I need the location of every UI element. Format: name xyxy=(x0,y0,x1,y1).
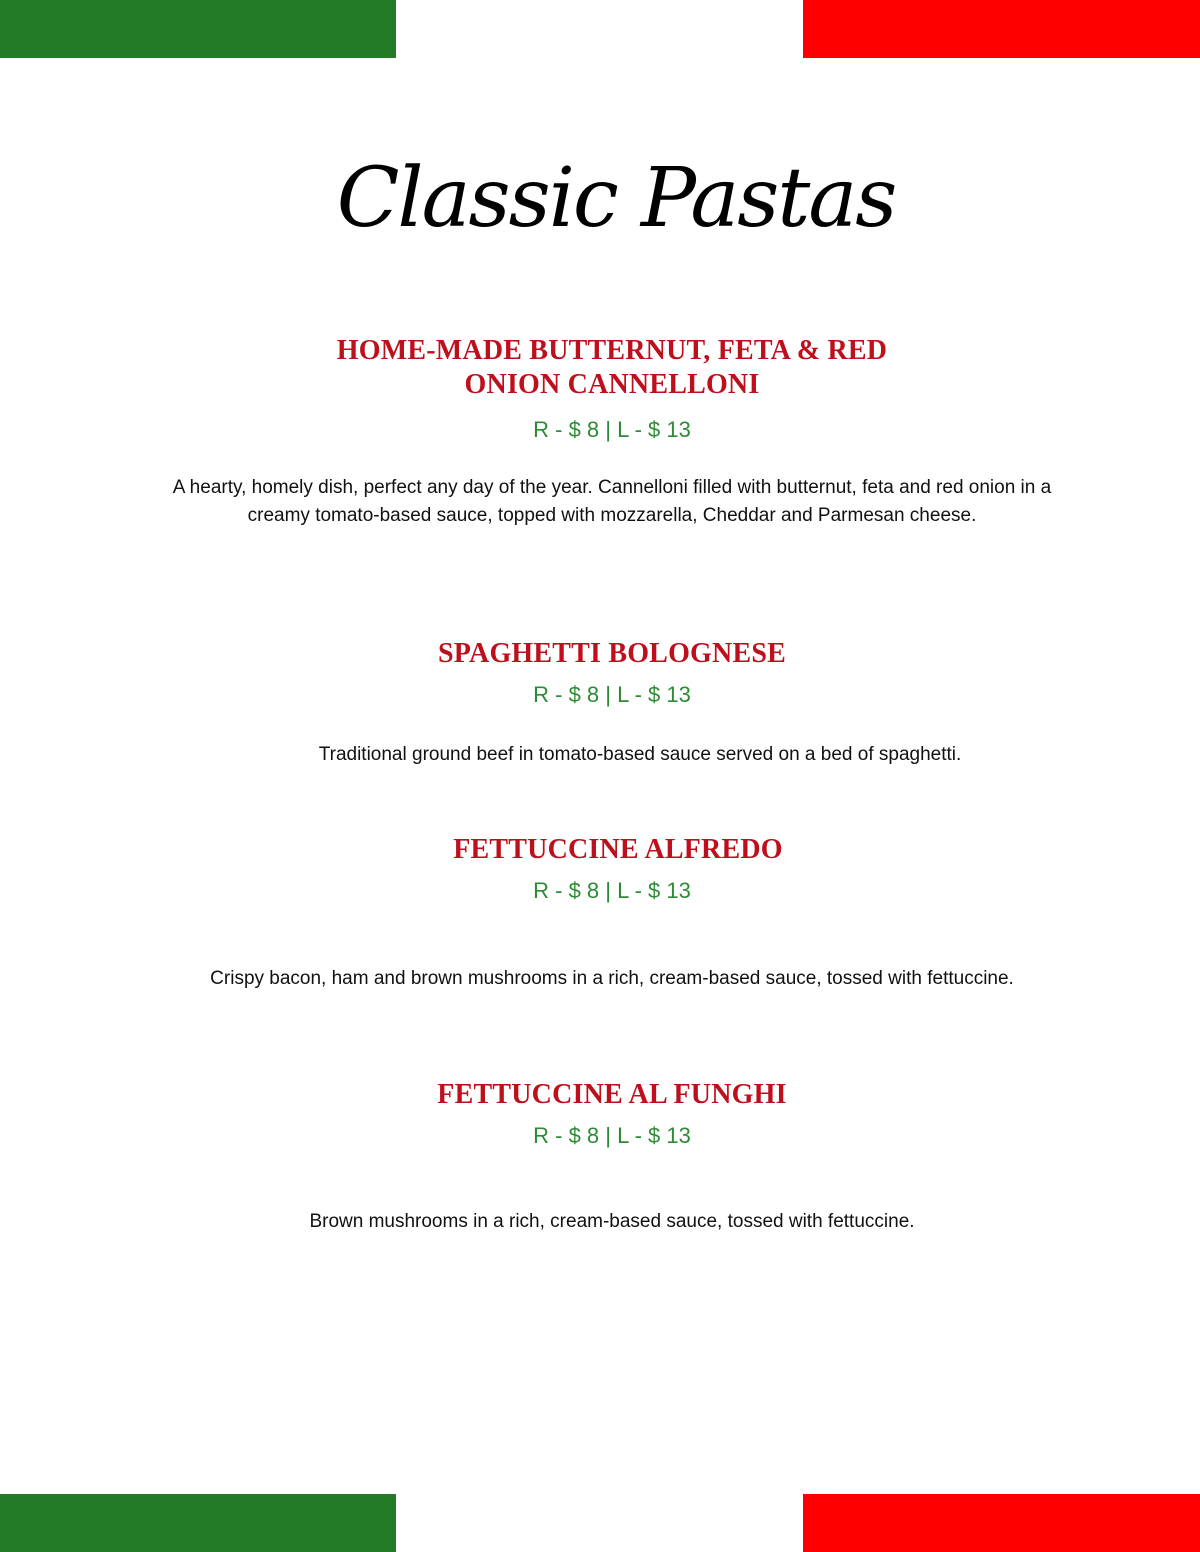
menu-item-name: SPAGHETTI BOLOGNESE xyxy=(438,638,786,669)
menu-item-description: Crispy bacon, ham and brown mushrooms in a rich, cream-based sauce, tossed with fettuccine. xyxy=(210,968,1014,989)
menu-item-description: A hearty, homely dish, perfect any day of the year. Cannelloni filled with butternut, feta and red onion in a creamy tomato-based sauce, topped with mozzarella, Cheddar and Parmesan cheese. xyxy=(172,477,1052,526)
menu-item-name-line2: ONION CANNELLONI xyxy=(464,369,760,400)
menu-item-name xyxy=(0,334,1200,402)
menu-item-description: Traditional ground beef in tomato-based sauce served on a bed of spaghetti. xyxy=(318,744,962,765)
page-title: Classic Pastas xyxy=(336,151,896,246)
bottom-right-red-bar xyxy=(803,1494,1200,1552)
menu-item-price: R - $ 8 | L - $ 13 xyxy=(533,1123,691,1148)
menu-item-price: R - $ 8 | L - $ 13 xyxy=(533,417,691,442)
top-right-red-bar xyxy=(803,0,1200,58)
bottom-left-green-bar xyxy=(0,1494,396,1552)
menu-item-name-line1: HOME-MADE BUTTERNUT, FETA & RED xyxy=(336,335,888,366)
menu-item-name: FETTUCCINE AL FUNGHI xyxy=(437,1079,787,1110)
menu-item-description: Brown mushrooms in a rich, cream-based sauce, tossed with fettuccine. xyxy=(309,1211,915,1232)
menu-item-price: R - $ 8 | L - $ 13 xyxy=(533,878,691,903)
menu-item-name: FETTUCCINE ALFREDO xyxy=(453,834,783,865)
menu-item-price: R - $ 8 | L - $ 13 xyxy=(533,682,691,707)
top-left-green-bar xyxy=(0,0,396,58)
